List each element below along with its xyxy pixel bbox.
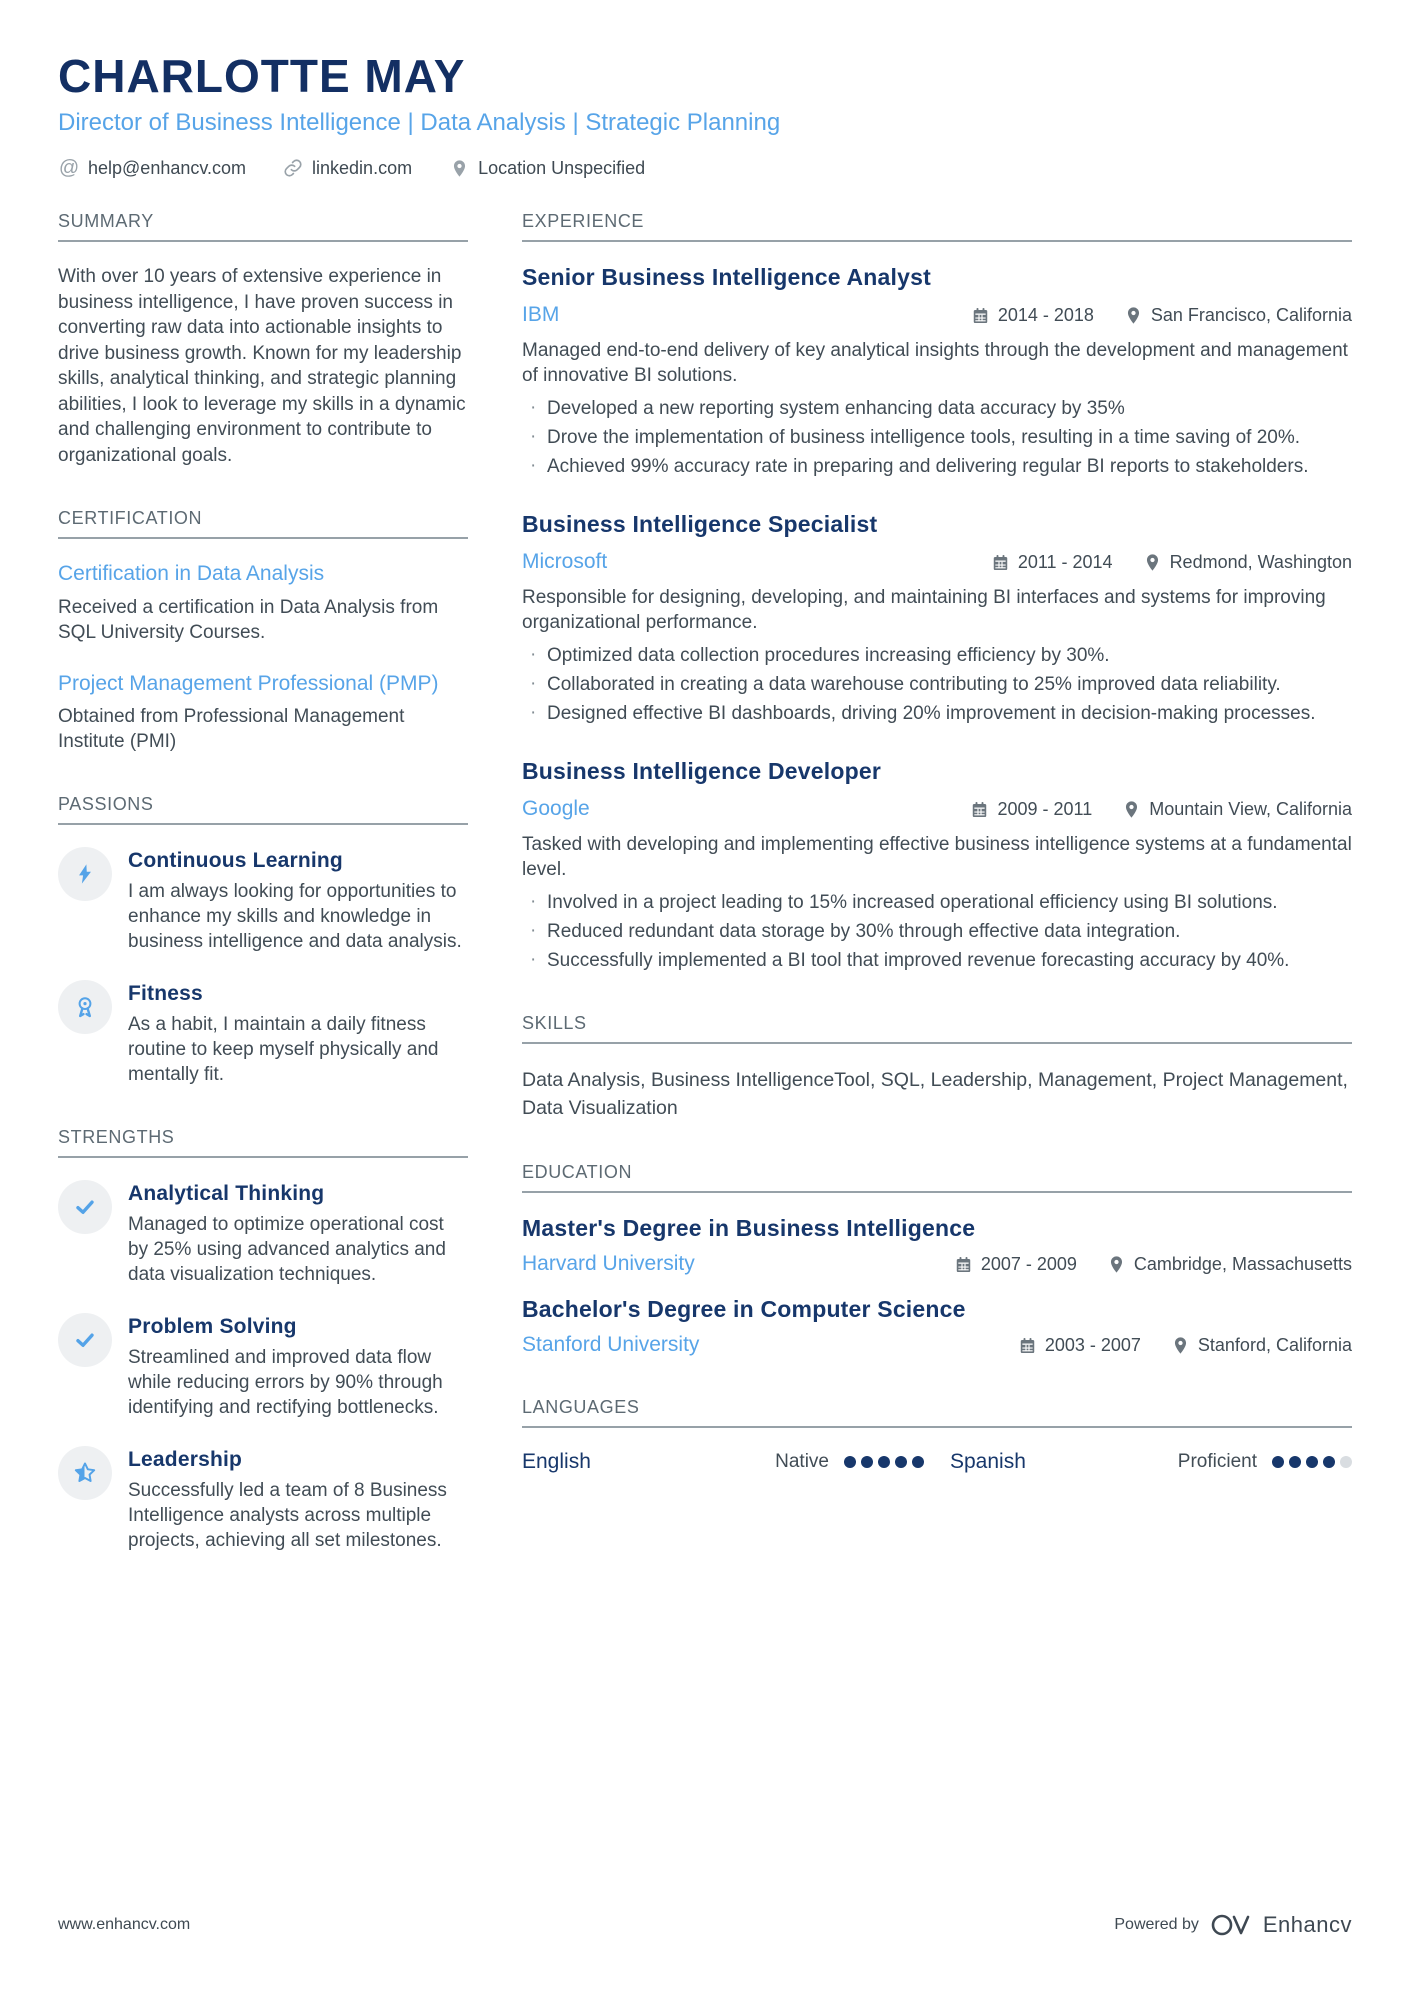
strength-title: Leadership [128, 1447, 243, 1471]
education-heading: EDUCATION [522, 1162, 1352, 1193]
language-entry [950, 1450, 1352, 1474]
job-summary: Responsible for designing, developing, and maintaining BI interfaces and systems for improving organizational performance. [522, 587, 1326, 634]
education-dates [954, 1254, 1077, 1275]
strength-title: Analytical Thinking [128, 1181, 325, 1205]
check-icon [58, 1313, 112, 1367]
candidate-title: Director of Business Intelligence | Data Analysis | Strategic Planning [58, 108, 781, 136]
experience-heading: EXPERIENCE [522, 211, 1352, 242]
strength-item [58, 1446, 468, 1553]
job-dates [970, 799, 1092, 820]
level-dot [861, 1456, 873, 1468]
language-level: Native [775, 1451, 829, 1473]
passions-heading: PASSIONS [58, 794, 468, 825]
education-location [1107, 1254, 1352, 1275]
education-dates [1018, 1335, 1141, 1356]
location-icon [1143, 553, 1162, 572]
strength-title: Problem Solving [128, 1314, 297, 1338]
education-dates-text: 2007 - 2009 [980, 1253, 1077, 1274]
language-name: English [522, 1450, 591, 1474]
calendar-icon [1018, 1336, 1037, 1355]
school-name: Stanford University [522, 1333, 700, 1357]
experience-section [522, 211, 1352, 973]
job-title: Business Intelligence Specialist [522, 511, 878, 538]
job-bullets [522, 890, 1352, 973]
degree-title: Bachelor's Degree in Computer Science [522, 1296, 966, 1323]
contact-email-text: help@enhancv.com [88, 157, 247, 178]
level-dot [1272, 1456, 1284, 1468]
job-bullet: · Designed effective BI dashboards, driving 20% improvement in decision-making processes. [522, 701, 1352, 726]
language-name: Spanish [950, 1450, 1026, 1474]
job-dates-text: 2011 - 2014 [1017, 551, 1113, 572]
left-column [58, 211, 468, 1593]
medal-icon [58, 980, 112, 1034]
skills-section [522, 1013, 1352, 1122]
passion-title: Continuous Learning [128, 848, 343, 872]
job-location [1143, 552, 1352, 573]
passions-section [58, 794, 468, 1087]
job-summary: Managed end-to-end delivery of key analytical insights through the development and management of innovative BI solutions. [522, 340, 1348, 387]
job-title: Senior Business Intelligence Analyst [522, 264, 931, 291]
education-entry [522, 1296, 1352, 1357]
skills-list: Data Analysis, Business IntelligenceTool, SQL, Leadership, Management, Project Management, Data Visualization [522, 1069, 1348, 1120]
job-bullet: · Reduced redundant data storage by 30% through effective data integration. [522, 919, 1352, 944]
level-dot [878, 1456, 890, 1468]
strengths-heading: STRENGTHS [58, 1127, 468, 1158]
brand-name: Enhancv [1262, 1912, 1352, 1937]
passion-item [58, 847, 468, 954]
location-icon [1171, 1336, 1190, 1355]
job-title: Business Intelligence Developer [522, 758, 881, 785]
job-bullets [522, 643, 1352, 726]
strengths-section [58, 1127, 468, 1553]
language-dots [844, 1456, 924, 1468]
school-name: Harvard University [522, 1252, 695, 1276]
job-location-text: Mountain View, California [1149, 798, 1352, 819]
certification-heading: CERTIFICATION [58, 508, 468, 539]
star-icon [58, 1446, 112, 1500]
site-link[interactable]: www.enhancv.com [58, 1916, 191, 1933]
contact-location-text: Location Unspecified [478, 157, 646, 178]
location-icon [1107, 1255, 1126, 1274]
skills-heading: SKILLS [522, 1013, 1352, 1044]
powered-by [1114, 1911, 1352, 1939]
job-bullet: · Collaborated in creating a data warehouse contributing to 25% improved data reliability. [522, 672, 1352, 697]
job-dates-text: 2014 - 2018 [997, 304, 1094, 325]
level-dot [1289, 1456, 1301, 1468]
level-dot [1306, 1456, 1318, 1468]
calendar-icon [954, 1255, 973, 1274]
calendar-icon [971, 306, 990, 325]
languages-section [522, 1397, 1352, 1474]
at-icon: @ [58, 157, 80, 180]
language-level: Proficient [1177, 1451, 1257, 1473]
strength-desc: Successfully led a team of 8 Business Intelligence analysts across multiple projects, achieving all set milestones. [128, 1479, 447, 1551]
contact-email[interactable] [58, 157, 246, 179]
job-dates [971, 305, 1094, 326]
calendar-icon [970, 800, 989, 819]
level-dot [1323, 1456, 1335, 1468]
experience-entry [522, 758, 1352, 973]
content-columns [0, 211, 1410, 1593]
right-column [522, 211, 1352, 1593]
strength-desc: Managed to optimize operational cost by 25% using advanced analytics and data visualization techniques. [128, 1213, 446, 1285]
summary-heading: SUMMARY [58, 211, 468, 242]
certification-section [58, 508, 468, 754]
level-dot [912, 1456, 924, 1468]
job-summary: Tasked with developing and implementing effective business intelligence systems at a fundamental level. [522, 834, 1352, 881]
job-bullet: · Successfully implemented a BI tool that improved revenue forecasting accuracy by 40%. [522, 948, 1352, 973]
level-dot [895, 1456, 907, 1468]
passion-desc: As a habit, I maintain a daily fitness routine to keep myself physically and mentally fit. [128, 1013, 439, 1085]
job-bullets [522, 396, 1352, 479]
certification-desc: Received a certification in Data Analysis from SQL University Courses. [58, 596, 439, 643]
certification-title: Project Management Professional (PMP) [58, 671, 439, 695]
education-entry [522, 1215, 1352, 1276]
job-location-text: San Francisco, California [1150, 304, 1352, 325]
experience-entry [522, 511, 1352, 726]
location-icon [1122, 800, 1141, 819]
company-name: Microsoft [522, 550, 608, 574]
passion-desc: I am always looking for opportunities to enhance my skills and knowledge in business intelligence and data analysis. [128, 880, 462, 952]
certification-item [58, 671, 468, 754]
lightning-icon [58, 847, 112, 901]
footer [58, 1911, 1352, 1939]
certification-desc: Obtained from Professional Management Institute (PMI) [58, 705, 405, 752]
certification-title: Certification in Data Analysis [58, 562, 325, 586]
education-location [1171, 1335, 1352, 1356]
job-bullet: · Involved in a project leading to 15% increased operational efficiency using BI solutions. [522, 890, 1352, 915]
summary-section [58, 211, 468, 468]
company-name: Google [522, 797, 590, 821]
header [0, 0, 1410, 179]
job-bullet: · Optimized data collection procedures increasing efficiency by 30%. [522, 643, 1352, 668]
level-dot [1340, 1456, 1352, 1468]
calendar-icon [991, 553, 1010, 572]
experience-entry [522, 264, 1352, 479]
certification-item [58, 561, 468, 644]
language-entry [522, 1450, 924, 1474]
job-bullet: · Achieved 99% accuracy rate in preparing and delivering regular BI reports to stakeholders. [522, 454, 1352, 479]
education-location-text: Stanford, California [1197, 1334, 1352, 1355]
contact-linkedin[interactable] [282, 157, 412, 179]
strength-desc: Streamlined and improved data flow while reducing errors by 90% through identifying and rectifying bottlenecks. [128, 1346, 443, 1418]
passion-item [58, 980, 468, 1087]
language-dots [1272, 1456, 1352, 1468]
job-location [1122, 799, 1352, 820]
passion-title: Fitness [128, 981, 203, 1005]
candidate-name: CHARLOTTE MAY [58, 50, 466, 102]
education-section [522, 1162, 1352, 1357]
enhancv-logo-icon [1211, 1911, 1255, 1939]
summary-text: With over 10 years of extensive experience in business intelligence, I have proven success in converting raw data into actionable insights to drive business growth. Known for my leadership skills, analytical thinking, and strategic planning abilities, I look to leverage my skills in a dynamic and challenging environment to contribute to organizational goals. [58, 266, 466, 466]
powered-by-label: Powered by [1114, 1916, 1199, 1933]
strength-item [58, 1313, 468, 1420]
contact-row [58, 157, 1352, 179]
location-icon [448, 157, 470, 179]
link-icon [282, 157, 304, 179]
languages-heading: LANGUAGES [522, 1397, 1352, 1428]
job-location [1124, 305, 1352, 326]
contact-linkedin-text: linkedin.com [312, 157, 413, 178]
contact-location [448, 157, 645, 179]
enhancv-logo[interactable] [1211, 1911, 1352, 1939]
education-location-text: Cambridge, Massachusetts [1133, 1253, 1352, 1274]
company-name: IBM [522, 303, 560, 327]
job-dates [991, 552, 1113, 573]
check-icon [58, 1180, 112, 1234]
level-dot [844, 1456, 856, 1468]
job-location-text: Redmond, Washington [1169, 551, 1352, 572]
job-bullet: · Drove the implementation of business intelligence tools, resulting in a time saving of 20%. [522, 425, 1352, 450]
strength-item [58, 1180, 468, 1287]
education-dates-text: 2003 - 2007 [1044, 1334, 1141, 1355]
job-bullet: · Developed a new reporting system enhancing data accuracy by 35% [522, 396, 1352, 421]
location-icon [1124, 306, 1143, 325]
job-dates-text: 2009 - 2011 [997, 798, 1093, 819]
degree-title: Master's Degree in Business Intelligence [522, 1215, 976, 1242]
